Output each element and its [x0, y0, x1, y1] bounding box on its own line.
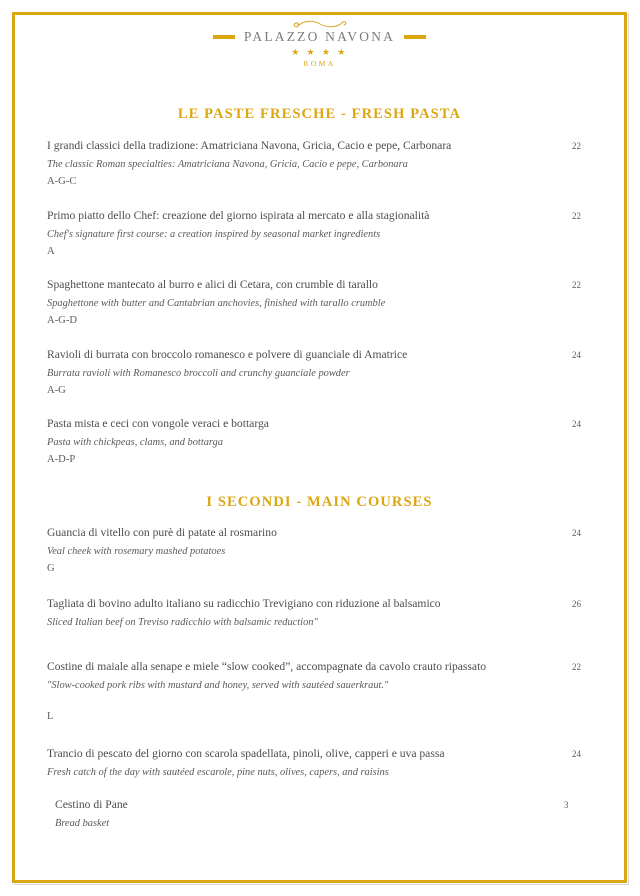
menu-item-head [47, 345, 602, 365]
menu-section-mains [37, 523, 602, 781]
menu-item-name: Cestino di Pane [55, 798, 128, 811]
star-rating-icon: ★ ★ ★ ★ [291, 47, 348, 57]
menu-item-head [47, 136, 602, 156]
menu-item-description: Fresh catch of the day with sautéed escarole, pine nuts, olives, capers, and raisins [47, 767, 389, 778]
menu-item-head [47, 594, 602, 614]
menu-item [37, 523, 602, 578]
menu-page [12, 12, 627, 883]
section-heading-mains: I SECONDI - MAIN COURSES [206, 494, 433, 510]
menu-item-price: 26 [572, 599, 581, 609]
menu-item-name: Trancio di pescato del giorno con scarola spadellata, pinoli, olive, capperi e uva passa [47, 747, 445, 760]
menu-item-allergens: G [47, 563, 55, 574]
menu-item-name: Pasta mista e ceci con vongole veraci e bottarga [47, 417, 269, 430]
menu-item-head [47, 523, 602, 543]
menu-item-head [47, 744, 602, 764]
menu-item-bread-basket [37, 795, 602, 832]
menu-item-description: Burrata ravioli with Romanesco broccoli and crunchy guanciale powder [47, 368, 350, 379]
menu-item-price: 22 [572, 280, 581, 290]
menu-item-price: 22 [572, 211, 581, 221]
menu-item-head [47, 206, 602, 226]
menu-item [37, 345, 602, 400]
menu-item-description: Sliced Italian beef on Treviso radicchio with balsamic reduction" [47, 617, 318, 628]
menu-item-description: Pasta with chickpeas, clams, and bottarga [47, 437, 223, 448]
menu-item-description: "Slow-cooked pork ribs with mustard and honey, served with sautéed sauerkraut." [47, 680, 389, 691]
menu-item-allergens: A-D-P [47, 454, 76, 465]
menu-item-allergens: A-G-D [47, 315, 78, 326]
menu-item [37, 744, 602, 781]
menu-item-price: 3 [564, 800, 569, 810]
menu-item-description: Bread basket [55, 818, 110, 829]
menu-item-head [47, 275, 602, 295]
menu-item-name: Guancia di vitello con purè di patate al rosmarino [47, 526, 277, 539]
dash-rule-icon [213, 35, 235, 39]
menu-section-pasta [37, 136, 602, 469]
menu-item-allergens: A-G-C [47, 176, 77, 187]
menu-item-description: Veal cheek with rosemary mashed potatoes [47, 546, 226, 557]
section-heading-pasta: LE PASTE FRESCHE - FRESH PASTA [177, 106, 462, 122]
menu-item-price: 22 [572, 662, 581, 672]
brand-name: PALAZZO NAVONA [243, 29, 396, 44]
menu-item-name: Tagliata di bovino adulto italiano su radicchio Trevigiano con riduzione al balsamico [47, 597, 441, 610]
menu-item-price: 24 [572, 419, 581, 429]
menu-item-name: Ravioli di burrata con broccolo romanesco e polvere di guanciale di Amatrice [47, 348, 408, 361]
menu-item-name: I grandi classici della tradizione: Amatriciana Navona, Gricia, Cacio e pepe, Carbonara [47, 139, 452, 152]
menu-item-price: 24 [572, 528, 581, 538]
menu-item-description: Chef's signature first course: a creation inspired by seasonal market ingredients [47, 229, 381, 240]
menu-item-head [47, 657, 602, 677]
brand-header [37, 12, 602, 69]
menu-item-price: 24 [572, 749, 581, 759]
menu-item-head [47, 414, 602, 434]
menu-item [37, 136, 602, 191]
menu-item-name: Primo piatto dello Chef: creazione del giorno ispirata al mercato e alla stagionalità [47, 209, 430, 222]
menu-item [37, 657, 602, 726]
menu-item [37, 275, 602, 330]
menu-item-allergens: A-G [47, 385, 66, 396]
menu-item-head [55, 795, 602, 815]
brand-name-row [37, 29, 602, 45]
menu-item-allergens: A [47, 246, 55, 257]
menu-item-name: Spaghettone mantecato al burro e alici di Cetara, con crumble di tarallo [47, 278, 378, 291]
menu-item-price: 22 [572, 141, 581, 151]
menu-item-description: The classic Roman specialties: Amatriciana Navona, Gricia, Cacio e pepe, Carbonara [47, 159, 408, 170]
menu-item [37, 414, 602, 469]
menu-item-name: Costine di maiale alla senape e miele “slow cooked”, accompagnate da cavolo crauto ripassato [47, 660, 487, 673]
menu-item-allergens: L [47, 711, 54, 722]
menu-item-price: 24 [572, 350, 581, 360]
menu-item [37, 594, 602, 631]
menu-item-description: Spaghettone with butter and Cantabrian anchovies, finished with tarallo crumble [47, 298, 386, 309]
dash-rule-icon [404, 35, 426, 39]
menu-item [37, 206, 602, 261]
brand-city: ROMA [303, 59, 336, 68]
